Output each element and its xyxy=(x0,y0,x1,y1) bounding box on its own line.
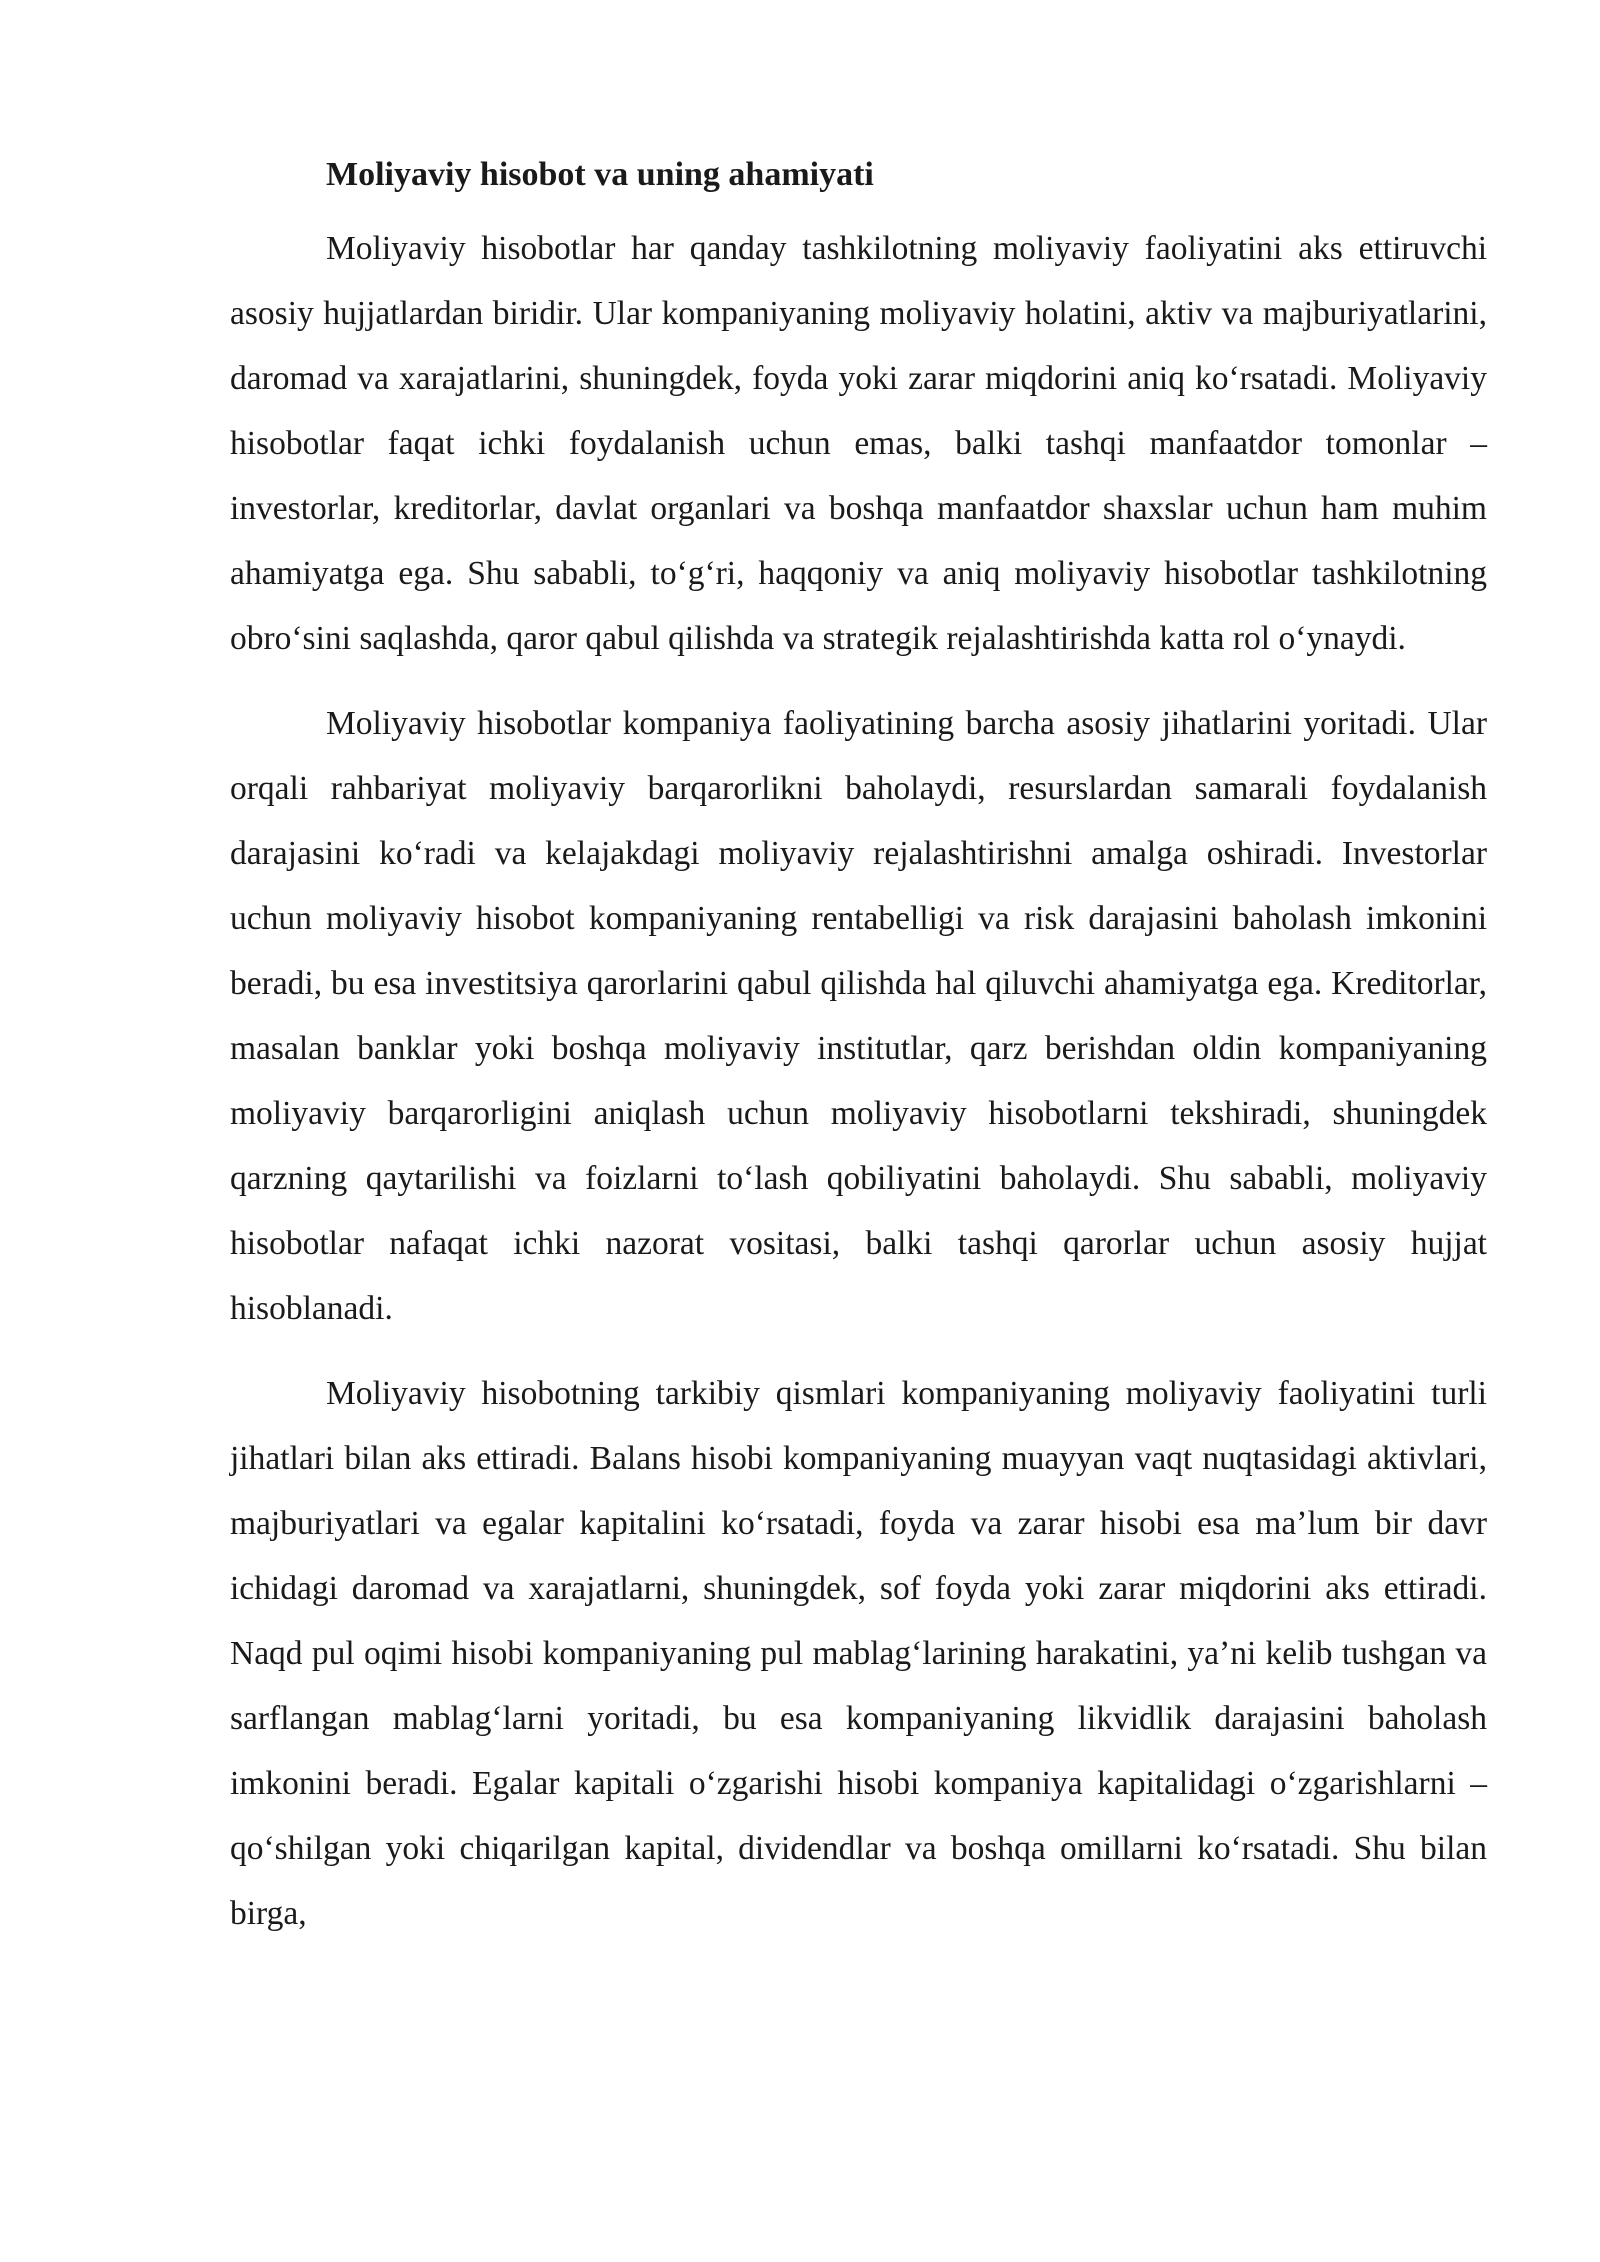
paragraph-2: Moliyaviy hisobotlar kompaniya faoliyatining barcha asosiy jihatlarini yoritadi. Ular orqali rahbariyat moliyaviy barqarorlikni baholaydi, resurslardan samarali foydalanish darajasini koʻradi va kelajakdagi moliyaviy rejalashtirishni amalga oshiradi. Investorlar uchun moliyaviy hisobot kompaniyaning rentabelligi va risk darajasini baholash imkonini beradi, bu esa investitsiya qarorlarini qabul qilishda hal qiluvchi ahamiyatga ega. Kreditorlar, masalan banklar yoki boshqa moliyaviy institutlar, qarz berishdan oldin kompaniyaning moliyaviy barqarorligini aniqlash uchun moliyaviy hisobotlarni tekshiradi, shuningdek qarzning qaytarilishi va foizlarni toʻlash qobiliyatini baholaydi. Shu sababli, moliyaviy hisobotlar nafaqat ichki nazorat vositasi, balki tashqi qarorlar uchun asosiy hujjat hisoblanadi. xyxy=(230,705,1487,1327)
document-body xyxy=(230,150,1487,1966)
paragraph-1: Moliyaviy hisobotlar har qanday tashkilotning moliyaviy faoliyatini aks ettiruvchi asosiy hujjatlardan biridir. Ular kompaniyaning moliyaviy holatini, aktiv va majburiyatlarini, daromad va xarajatlarini, shuningdek, foyda yoki zarar miqdorini aniq koʻrsatadi. Moliyaviy hisobotlar faqat ichki foydalanish uchun emas, balki tashqi manfaatdor tomonlar – investorlar, kreditorlar, davlat organlari va boshqa manfaatdor shaxslar uchun ham muhim ahamiyatga ega. Shu sababli, toʻgʻri, haqqoniy va aniq moliyaviy hisobotlar tashkilotning obroʻsini saqlashda, qaror qabul qilishda va strategik rejalashtirishda katta rol oʻynaydi. xyxy=(230,230,1487,657)
document-title: Moliyaviy hisobot va uning ahamiyati xyxy=(326,156,874,193)
paragraph-3: Moliyaviy hisobotning tarkibiy qismlari kompaniyaning moliyaviy faoliyatini turli jihatlari bilan aks ettiradi. Balans hisobi kompaniyaning muayyan vaqt nuqtasidagi aktivlari, majburiyatlari va egalar kapitalini koʻrsatadi, foyda va zarar hisobi esa maʼlum bir davr ichidagi daromad va xarajatlarni, shuningdek, sof foyda yoki zarar miqdorini aks ettiradi. Naqd pul oqimi hisobi kompaniyaning pul mablagʻlarining harakatini, yaʼni kelib tushgan va sarflangan mablagʻlarni yoritadi, bu esa kompaniyaning likvidlik darajasini baholash imkonini beradi. Egalar kapitali oʻzgarishi hisobi kompaniya kapitalidagi oʻzgarishlarni – qoʻshilgan yoki chiqarilgan kapital, dividendlar va boshqa omillarni koʻrsatadi. Shu bilan birga, xyxy=(230,1375,1487,1932)
